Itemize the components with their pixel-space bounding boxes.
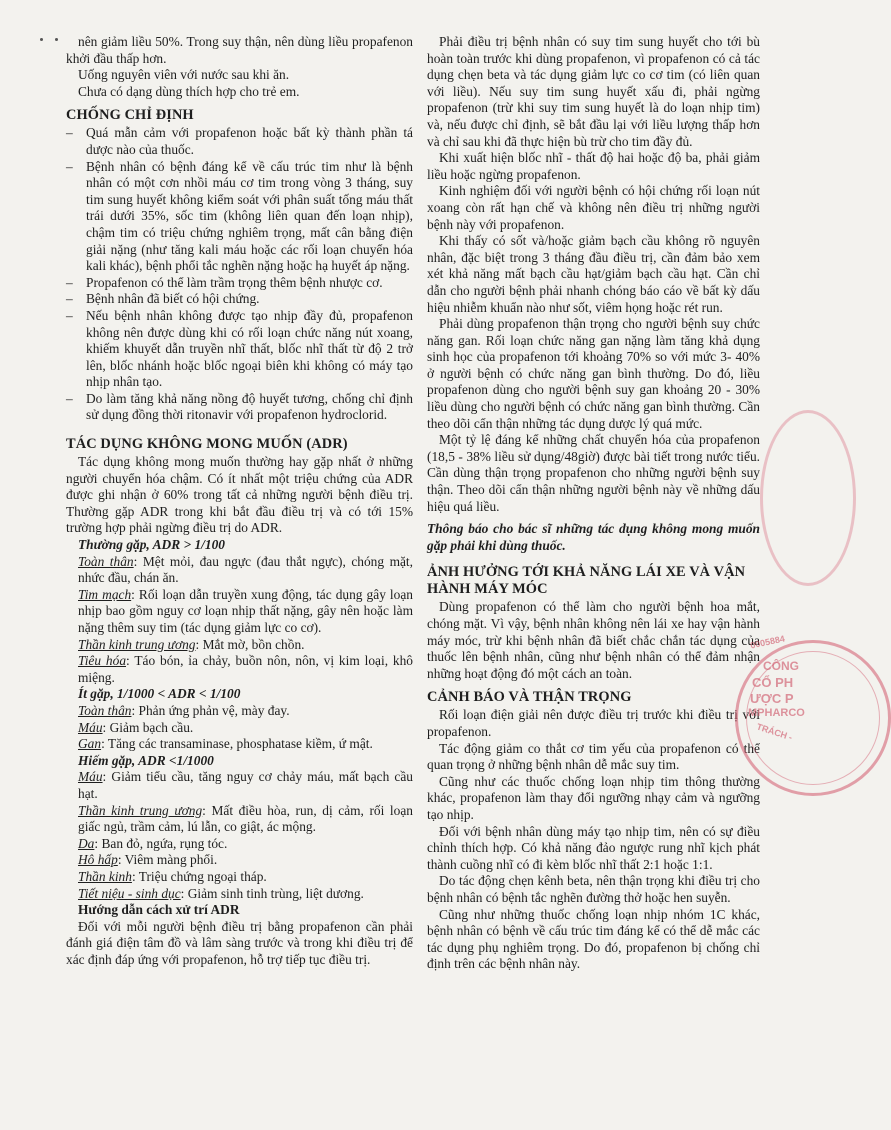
driving-heading: ẢNH HƯỞNG TỚI KHẢ NĂNG LÁI XE VÀ VẬN HÀNH MÁY MÓC bbox=[427, 564, 746, 598]
precaution-paragraph: Phải dùng propafenon thận trọng cho người bệnh suy chức năng gan. Rối loạn chức năng gan nặng làm tăng khả dụng sinh học của propafenon tới khoảng 70% so với mức 3- 40% ở người bệnh có chức năng gan bình thường. Do đó, liều propafenon dùng cho người bệnh suy gan khoảng 20 - 30% liều dùng cho người bệnh có chức năng gan bình thường. Cần theo dõi cẩn thận những tác dụng dược lý quá mức. bbox=[427, 316, 760, 431]
stamp-text: CỔ PH bbox=[752, 675, 794, 690]
adr-heading: TÁC DỤNG KHÔNG MONG MUỐN (ADR) bbox=[66, 436, 348, 453]
warning-paragraph: Cũng như những thuốc chống loạn nhịp nhóm 1C khác, bệnh nhân có bệnh về cấu trúc tim đáng kể có thể dễ mắc các tác dụng phụ nghiêm trọng. Do đó, propafenon bị chống chỉ định trên các bệnh nhân này. bbox=[427, 906, 760, 972]
adr-entry: Thần kinh trung ương: Mắt mờ, bồn chồn. bbox=[78, 636, 305, 652]
intro-line-3: Chưa có dạng dùng thích hợp cho trẻ em. bbox=[78, 83, 300, 99]
list-item: – Propafenon có thể làm trầm trọng thêm bệnh nhược cơ. bbox=[66, 275, 413, 292]
stamp-text: MPHARCO bbox=[748, 707, 805, 719]
precaution-paragraph: Khi thấy có sốt và/hoặc giảm bạch cầu không rõ nguyên nhân, đặc biệt trong 3 tháng đầu điều trị, cần đảm bảo xem xét khả năng mất bạch cầu hạt/giảm bạch cầu hạt. Cần chỉ dẫn cho người bệnh phải nhanh chóng báo cáo về bất kỳ dấu hiệu nhiễm khuẩn nào như sốt, viêm họng hoặc rét run. bbox=[427, 233, 760, 315]
warning-paragraph: Do tác động chẹn kênh beta, nên thận trọng khi điều trị cho bệnh nhân có bệnh tắc nghẽn đường thở hoặc hen suyễn. bbox=[427, 873, 760, 905]
adr-entry: Tiết niệu - sinh dục: Giảm sinh tinh trùng, liệt dương. bbox=[78, 885, 364, 901]
intro-line-1: nên giảm liều 50%. Trong suy thận, nên dùng liều propafenon khởi đầu thấp hơn. bbox=[66, 34, 413, 66]
stamp-text: 0005884 bbox=[749, 633, 786, 651]
adr-entry: Máu: Giảm bạch cầu. bbox=[78, 719, 194, 735]
warning-paragraph: Rối loạn điện giải nên được điều trị trước khi điều trị với propafenon. bbox=[427, 707, 760, 739]
adr-guide-text: Đối với mỗi người bệnh điều trị bằng propafenon cần phải đánh giá điện tâm đồ và lâm sàng trước và trong khi điều trị để xác định đáp ứng với propafenon, hỗ trợ tiếp tục điều trị. bbox=[66, 918, 413, 967]
adr-entry: Toàn thân: Mệt mỏi, đau ngực (đau thắt ngực), chóng mặt, nhức đầu, chán ăn. bbox=[78, 553, 413, 586]
stamp-text: TRÁCH - bbox=[755, 721, 794, 743]
stamp-text: ƯỢC P bbox=[750, 691, 794, 706]
adr-entry: Tim mạch: Rối loạn dẫn truyền xung động, tác dụng gây loạn nhịp bao gồm nguy cơ loạn nhịp thất nặng, gây nên hoặc làm nặng thêm suy tim (tác dụng giảm lực co cơ). bbox=[78, 586, 413, 635]
driving-text: Dùng propafenon có thể làm cho người bệnh hoa mắt, chóng mặt. Vì vậy, bệnh nhân không nên lái xe hay vận hành máy móc, trừ khi bệnh nhân đã biết chắc chắn tác dụng của thuốc lên bệnh nhân, cũng như bệnh nhân có thể đảm nhận những hoạt động đó một cách an toàn. bbox=[427, 599, 760, 681]
contraindications-list bbox=[66, 125, 413, 424]
list-item: – Do làm tăng khả năng nồng độ huyết tương, chống chỉ định sử dụng đồng thời ritonavir với propafenon hydroclorid. bbox=[66, 391, 413, 424]
stamp-text: CÔNG bbox=[763, 659, 799, 673]
uncommon-heading: Ít gặp, 1/1000 < ADR < 1/100 bbox=[78, 686, 241, 702]
adr-entry: Gan: Tăng các transaminase, phosphatase kiềm, ứ mật. bbox=[78, 736, 373, 752]
adr-entry: Máu: Giảm tiểu cầu, tăng nguy cơ chảy máu, mất bạch cầu hạt. bbox=[78, 769, 413, 801]
adr-intro: Tác dụng không mong muốn thường hay gặp nhất ở những người chuyển hóa chậm. Có ít nhất một triệu chứng của ADR được ghi nhận ở 60% trong tất cả những người bệnh điều trị. Thường gặp ADR trong khi bắt đầu điều trị và có tới 15% trường hợp phải ngừng điều trị do ADR. bbox=[66, 454, 413, 536]
adr-entry: Thần kinh trung ương: Mất điều hòa, run, dị cảm, rối loạn giấc ngủ, trầm cảm, lú lẫn, co giật, ác mộng. bbox=[78, 802, 413, 835]
doctor-notice: Thông báo cho bác sĩ những tác dụng không mong muốn gặp phải khi dùng thuốc. bbox=[427, 521, 760, 553]
scan-dot bbox=[40, 38, 43, 41]
scan-dot bbox=[55, 38, 58, 41]
right-column bbox=[427, 34, 760, 973]
warning-paragraph: Cũng như các thuốc chống loạn nhịp tim thông thường khác, propafenon làm thay đổi ngưỡng nhạy cảm và ngưỡng tạo nhịp. bbox=[427, 773, 760, 822]
contraindications-heading: CHỐNG CHỈ ĐỊNH bbox=[66, 107, 194, 124]
adr-entry: Thần kinh: Triệu chứng ngoại tháp. bbox=[78, 868, 267, 884]
adr-guide-heading: Hướng dẫn cách xử trí ADR bbox=[78, 902, 240, 918]
common-heading: Thường gặp, ADR > 1/100 bbox=[78, 537, 225, 553]
precaution-paragraph: Phải điều trị bệnh nhân có suy tim sung huyết cho tới bù hoàn toàn trước khi dùng propafenon, vì propafenon có cả tác dụng chẹn beta và tác dụng giảm lực co cơ tim (có liên quan với liều). Nếu suy tim sung huyết xấu đi, phải ngừng propafenon (trừ khi suy tim sung huyết là do loạn nhịp tim) và, nếu được chỉ định, sẽ bắt đầu lại với liều lượng thấp hơn và chỉ sau khi đã thực hiện bù trừ cho tim đầy đủ. bbox=[427, 34, 760, 149]
intro-line-2: Uống nguyên viên với nước sau khi ăn. bbox=[78, 67, 290, 83]
faded-stamp bbox=[760, 410, 856, 586]
adr-entry: Hô hấp: Viêm màng phổi. bbox=[78, 852, 218, 868]
warning-paragraph: Đối với bệnh nhân dùng máy tạo nhịp tim, nên có sự điều chỉnh thích hợp. Có khả năng đảo ngược rung nhĩ kịch phát thành cuồng nhĩ có đi kèm blốc nhĩ thất 2:1 hoặc 1:1. bbox=[427, 823, 760, 872]
adr-entry: Toàn thân: Phản ứng phản vệ, mày đay. bbox=[78, 702, 290, 718]
list-item: – Nếu bệnh nhân không được tạo nhịp đầy đủ, propafenon không nên được dùng khi có rối loạn chức năng nút xoang, khiếm khuyết dẫn truyền nhĩ thất, blốc nhĩ thất từ độ 2 trở lên, blốc nhánh hoặc blốc ngoại biên khi không có máy tạo nhịp nhân tạo. bbox=[66, 308, 413, 391]
warnings-heading: CẢNH BÁO VÀ THẬN TRỌNG bbox=[427, 689, 632, 706]
list-item: – Bệnh nhân đã biết có hội chứng. bbox=[66, 291, 413, 308]
company-stamp bbox=[735, 633, 891, 796]
precaution-paragraph: Kinh nghiệm đối với người bệnh có hội chứng rối loạn nút xoang còn rất hạn chế và không nên điều trị những người bệnh này với propafenon. bbox=[427, 183, 760, 232]
warning-paragraph: Tác động giảm co thắt cơ tim yếu của propafenon có thể quan trọng ở những bệnh nhân dễ mắc suy tim. bbox=[427, 740, 760, 773]
rare-heading: Hiếm gặp, ADR <1/1000 bbox=[78, 752, 214, 768]
precaution-paragraph: Một tỷ lệ đáng kể những chất chuyển hóa của propafenon (18,5 - 38% liều sử dụng/48giờ) được bài tiết trong nước tiểu. Cần dùng thận trọng propafenon cho những người bệnh suy thận. Theo dõi cẩn thận những người bệnh này về những dấu hiệu quá liều. bbox=[427, 432, 760, 514]
left-column bbox=[66, 34, 413, 968]
list-item: – Quá mẫn cảm với propafenon hoặc bất kỳ thành phần tá dược nào của thuốc. bbox=[66, 125, 413, 158]
adr-entry: Tiêu hóa: Táo bón, ỉa chảy, buồn nôn, nôn, vị kim loại, khô miệng. bbox=[78, 653, 413, 685]
adr-entry: Da: Ban đỏ, ngứa, rụng tóc. bbox=[78, 835, 228, 851]
list-item: – Bệnh nhân có bệnh đáng kể về cấu trúc tim như là bệnh nhân có một cơn nhồi máu cơ tim trong vòng 3 tháng, suy tim sung huyết không kiểm soát với phân suất tống máu thất trái dưới 35%, sốc tim (không liên quan đến loạn nhịp), chậm tim có triệu chứng nghiêm trọng, mất cân bằng điện giải nặng (như tăng kali máu hoặc các rối loạn chuyển hóa kali khác), bệnh phổi tắc nghẽn nặng hoặc hạ huyết áp nặng. bbox=[66, 159, 413, 275]
precaution-paragraph: Khi xuất hiện blốc nhĩ - thất độ hai hoặc độ ba, phải giảm liều hoặc ngừng propafenon. bbox=[427, 150, 760, 182]
